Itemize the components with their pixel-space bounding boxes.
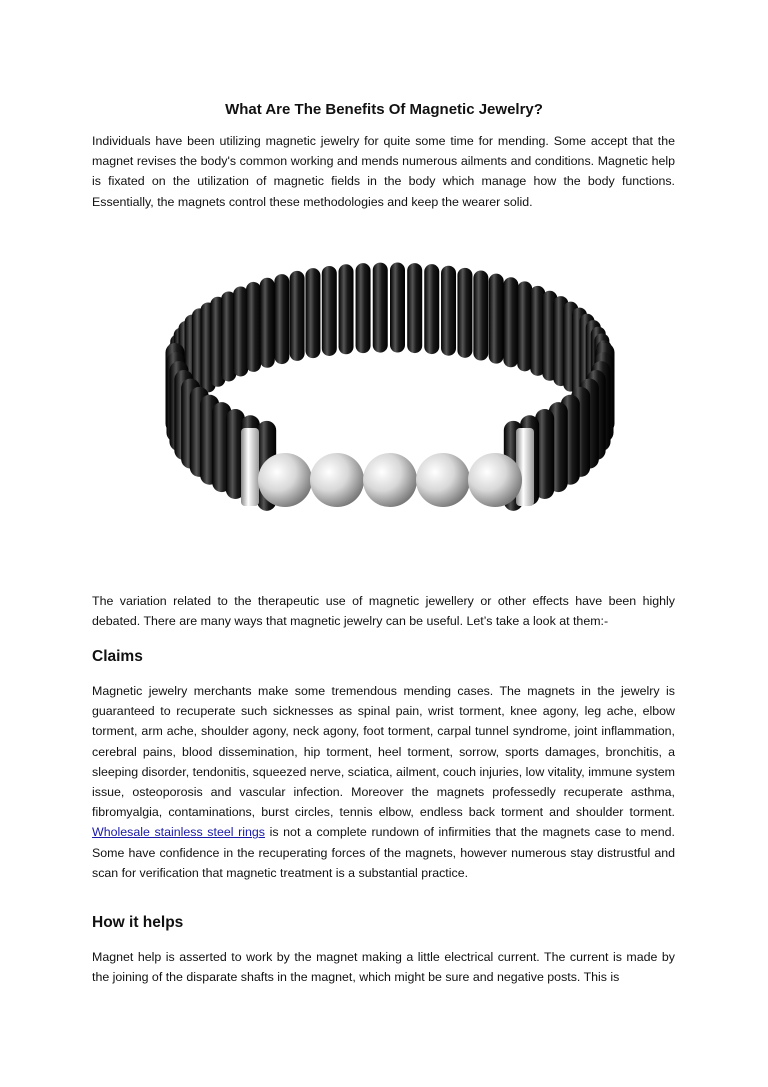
- silver-bead: [363, 453, 417, 507]
- magnet-segment: [373, 263, 388, 353]
- magnet-segment: [517, 281, 532, 371]
- left-clasp: [241, 428, 259, 506]
- claims-text-continued: is not a complete rundown of infirmities that the magnets case to mend. Some have confidence in the recuperating forces of the magnets, however numerous stay distrustful and scan for verification that magnetic treatment is a substantial practice.: [92, 825, 675, 880]
- claims-paragraph: [92, 681, 675, 883]
- magnet-segment: [260, 278, 275, 368]
- silver-bead: [258, 453, 312, 507]
- silver-bead: [416, 453, 470, 507]
- magnet-segment: [473, 271, 488, 361]
- magnet-segment: [424, 264, 439, 354]
- magnet-segment: [503, 277, 518, 367]
- how-it-helps-paragraph: Magnet help is asserted to work by the magnet making a little electrical current. The current is made by the joining of the disparate shafts in the magnet, which might be sure and negative posts. This is: [92, 950, 675, 985]
- magnet-segment: [305, 268, 320, 358]
- claims-heading: Claims: [92, 648, 143, 665]
- intro-paragraph: Individuals have been utilizing magnetic jewelry for quite some time for mending. Some accept that the magnet revises the body's common working and mends numerous ailments and conditions. Magnetic help is fixated on the utilization of magnetic fields in the body which manage how the body functions. Essentially, the magnets control these methodologies and keep the wearer solid.: [92, 134, 675, 209]
- right-clasp: [516, 428, 534, 506]
- magnet-segment: [407, 263, 422, 353]
- magnet-segment: [274, 274, 289, 364]
- claims-text: Magnetic jewelry merchants make some tremendous mending cases. The magnets in the jewelry is guaranteed to recuperate such sicknesses as spinal pain, wrist torment, knee agony, leg ache, elbow torment, arm ache, shoulder agony, neck agony, foot torment, carpal tunnel syndrome, joint inflammation, cerebral pains, blood dissemination, hip torment, heel torment, sorrow, sports damages, bronchitis, a sleeping disorder, tendonitis, squeezed nerve, sciatica, ailment, couch injuries, low vitality, immune system issue, osteoporosis and vascular infection. Moreover the magnets professedly recuperate asthma, fibromyalgia, contaminations, burst circles, tennis elbow, endless back torment and shoulder torment.: [92, 684, 675, 820]
- how-it-helps-heading: How it helps: [92, 914, 184, 931]
- wholesale-rings-link[interactable]: Wholesale stainless steel rings: [92, 825, 265, 840]
- magnet-segment: [489, 274, 504, 364]
- page-title: What Are The Benefits Of Magnetic Jewelry?: [225, 101, 543, 118]
- magnet-segment: [441, 266, 456, 356]
- magnet-segment: [322, 266, 337, 356]
- magnet-segment: [233, 286, 248, 376]
- magnet-segment: [390, 263, 405, 353]
- silver-bead: [310, 453, 364, 507]
- magnet-segment: [339, 264, 354, 354]
- magnet-segment: [457, 268, 472, 358]
- magnet-segment: [356, 263, 371, 353]
- variation-paragraph: The variation related to the therapeutic use of magnetic jewellery or other effects have been highly debated. There are many ways that magnetic jewelry can be useful. Let’s take a look at them:-: [92, 594, 675, 629]
- silver-bead: [468, 453, 522, 507]
- magnetic-bracelet-image: [150, 228, 620, 568]
- magnet-segment: [246, 282, 261, 372]
- magnet-segment: [290, 271, 305, 361]
